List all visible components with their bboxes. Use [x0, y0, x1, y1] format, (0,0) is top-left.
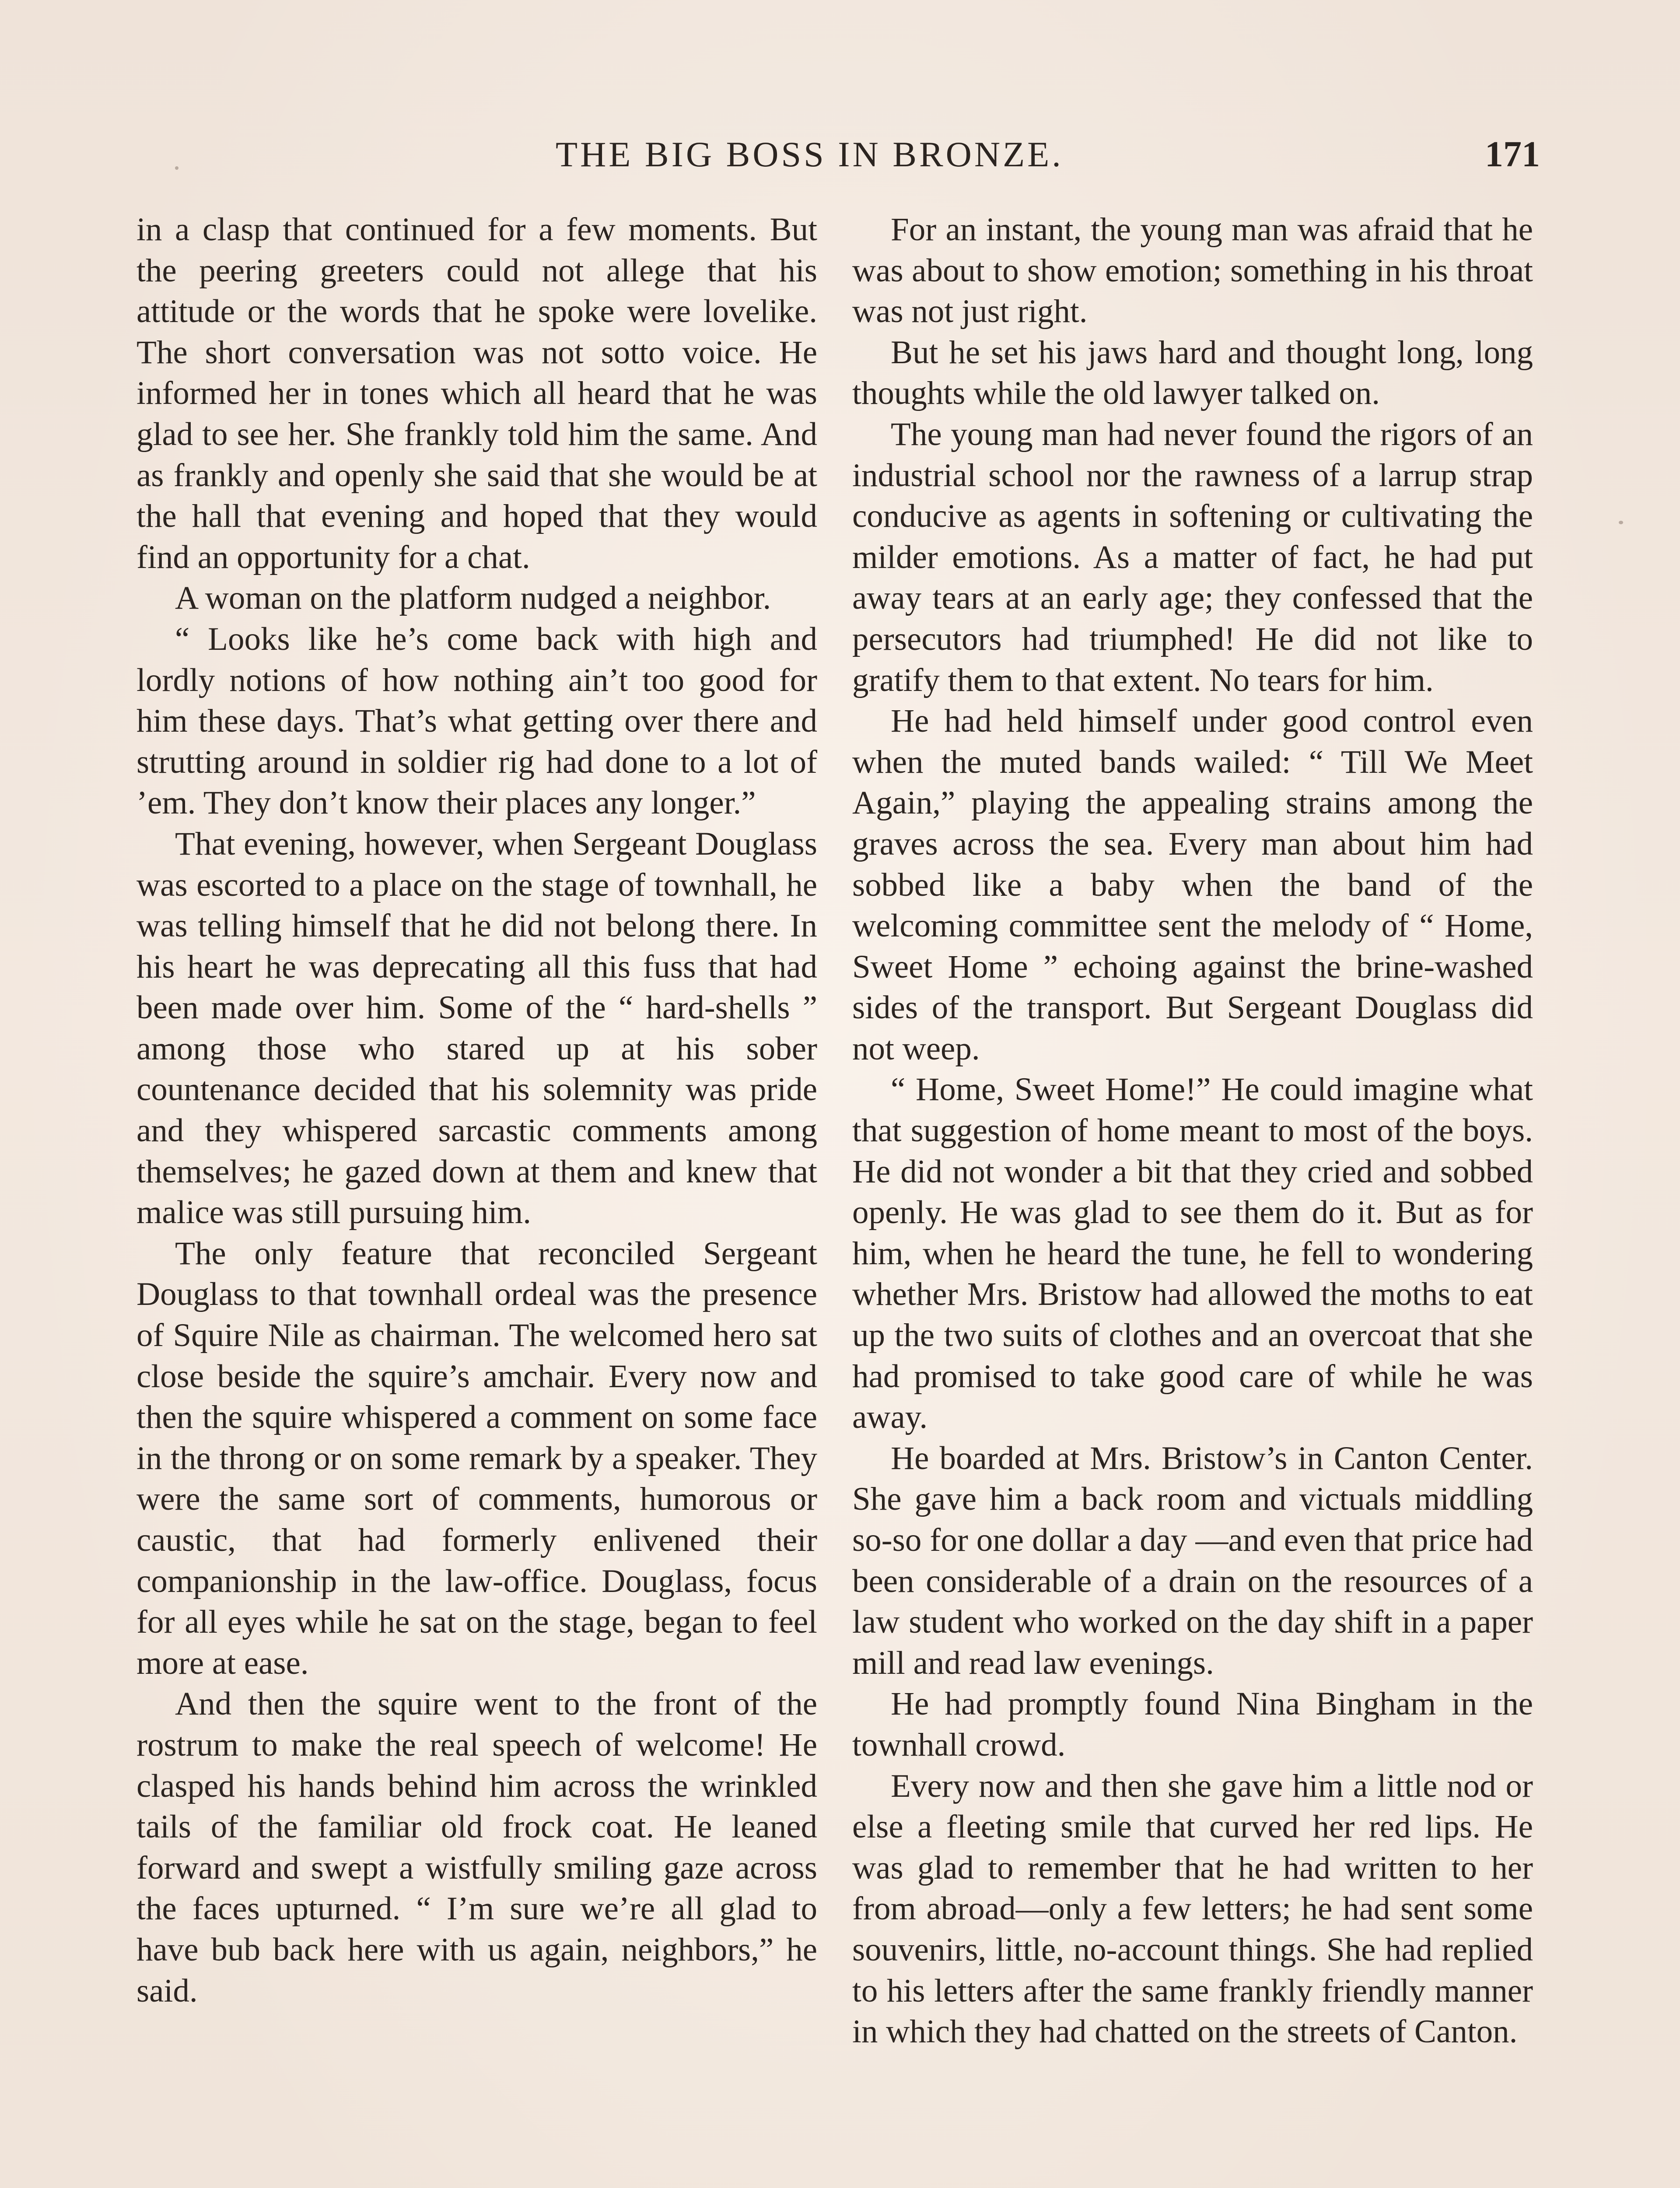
paragraph: in a clasp that continued for a few moments. But the peering greeters could not allege that his attitude or the words that he spoke were lovelike. The short conversation was not sotto voice. He informed her in tones which all heard that he was glad to see her. She frankly told him the same. And as frankly and openly she said that she would be at the hall that evening and hoped that they would find an opportunity for a chat. [136, 211, 817, 575]
running-head [140, 130, 1540, 183]
paragraph: The young man had never found the rigors of an industrial school nor the rawness of a larrup strap conducive as agents in softening or cultivating the milder emotions. As a matter of fact, he had put away tears at an early age; they confessed that the persecutors had triumphed! He did not like to gratify them to that extent. No tears for him. [852, 416, 1533, 698]
paragraph: “ Home, Sweet Home!” He could imagine what that suggestion of home meant to most of the boys. He did not wonder a bit that they cried and sobbed openly. He was glad to see them do it. But as for him, when he heard the tune, he fell to wondering whether Mrs. Bristow had allowed the moths to eat up the two suits of clothes and an overcoat that she had promised to take good care of while he was away. [852, 1071, 1533, 1436]
paragraph: For an instant, the young man was afraid that he was about to show emotion; something in his throat was not just right. [852, 211, 1533, 330]
paragraph: “ Looks like he’s come back with high and lordly notions of how nothing ain’t too good for him these days. That’s what getting over there and strutting around in soldier rig had done to a lot of ’em. They don’t know their places any longer.” [136, 621, 817, 821]
paper-speck [175, 166, 178, 170]
paragraph: That evening, however, when Sergeant Douglass was escorted to a place on the stage of townhall, he was telling himself that he did not belong there. In his heart he was deprecating all this fuss that had been made over him. Some of the “ hard-shells ” among those who stared up at his sober countenance decided that his solemnity was pride and they whispered sarcastic comments among themselves; he gazed down at them and knew that malice was still pursuing him. [136, 825, 817, 1231]
paragraph: Every now and then she gave him a little nod or else a fleeting smile that curved her red lips. He was glad to remember that he had written to her from abroad—only a few letters; he had sent some souvenirs, little, no-account things. She had replied to his letters after the same frankly friendly manner in which they had chatted on the streets of Canton. [852, 1767, 1533, 2050]
paragraph: He boarded at Mrs. Bristow’s in Canton Center. She gave him a back room and victuals middling so-so for one dollar a day —and even that price had been considerable of a drain on the resources of a law student who worked on the day shift in a paper mill and read law evenings. [852, 1440, 1533, 1681]
page-number: 171 [1485, 134, 1540, 175]
paragraph: But he set his jaws hard and thought long, long thoughts while the old lawyer talked on. [852, 334, 1533, 412]
paragraph: He had promptly found Nina Bingham in the townhall crowd. [852, 1686, 1533, 1763]
right-column [852, 209, 1533, 2052]
paper-speck [1619, 521, 1623, 524]
paragraph: And then the squire went to the front of the rostrum to make the real speech of welcome! He clasped his hands behind him across the wrinkled tails of the familiar old frock coat. He leaned forward and swept a wistfully smiling gaze across the faces upturned. “ I’m sure we’re all glad to have bub back here with us again, neighbors,” he said. [136, 1686, 817, 2009]
paragraph: The only feature that reconciled Sergeant Douglass to that townhall ordeal was the presence of Squire Nile as chairman. The welcomed hero sat close beside the squire’s amchair. Every now and then the squire whispered a comment on some face in the throng or on some remark by a speaker. They were the same sort of comments, humorous or caustic, that had formerly enlivened their companionship in the law-office. Douglass, focus for all eyes while he sat on the stage, began to feel more at ease. [136, 1235, 817, 1681]
running-title: THE BIG BOSS IN BRONZE. [556, 134, 1064, 174]
paragraph: A woman on the platform nudged a neighbor. [175, 580, 771, 617]
paragraph: He had held himself under good control even when the muted bands wailed: “ Till We Meet Again,” playing the appealing strains among the graves across the sea. Every man about him had sobbed like a baby when the band of the welcoming committee sent the melody of “ Home, Sweet Home ” echoing against the brine-washed sides of the transport. But Sergeant Douglass did not weep. [852, 703, 1533, 1067]
left-column [136, 209, 817, 2011]
